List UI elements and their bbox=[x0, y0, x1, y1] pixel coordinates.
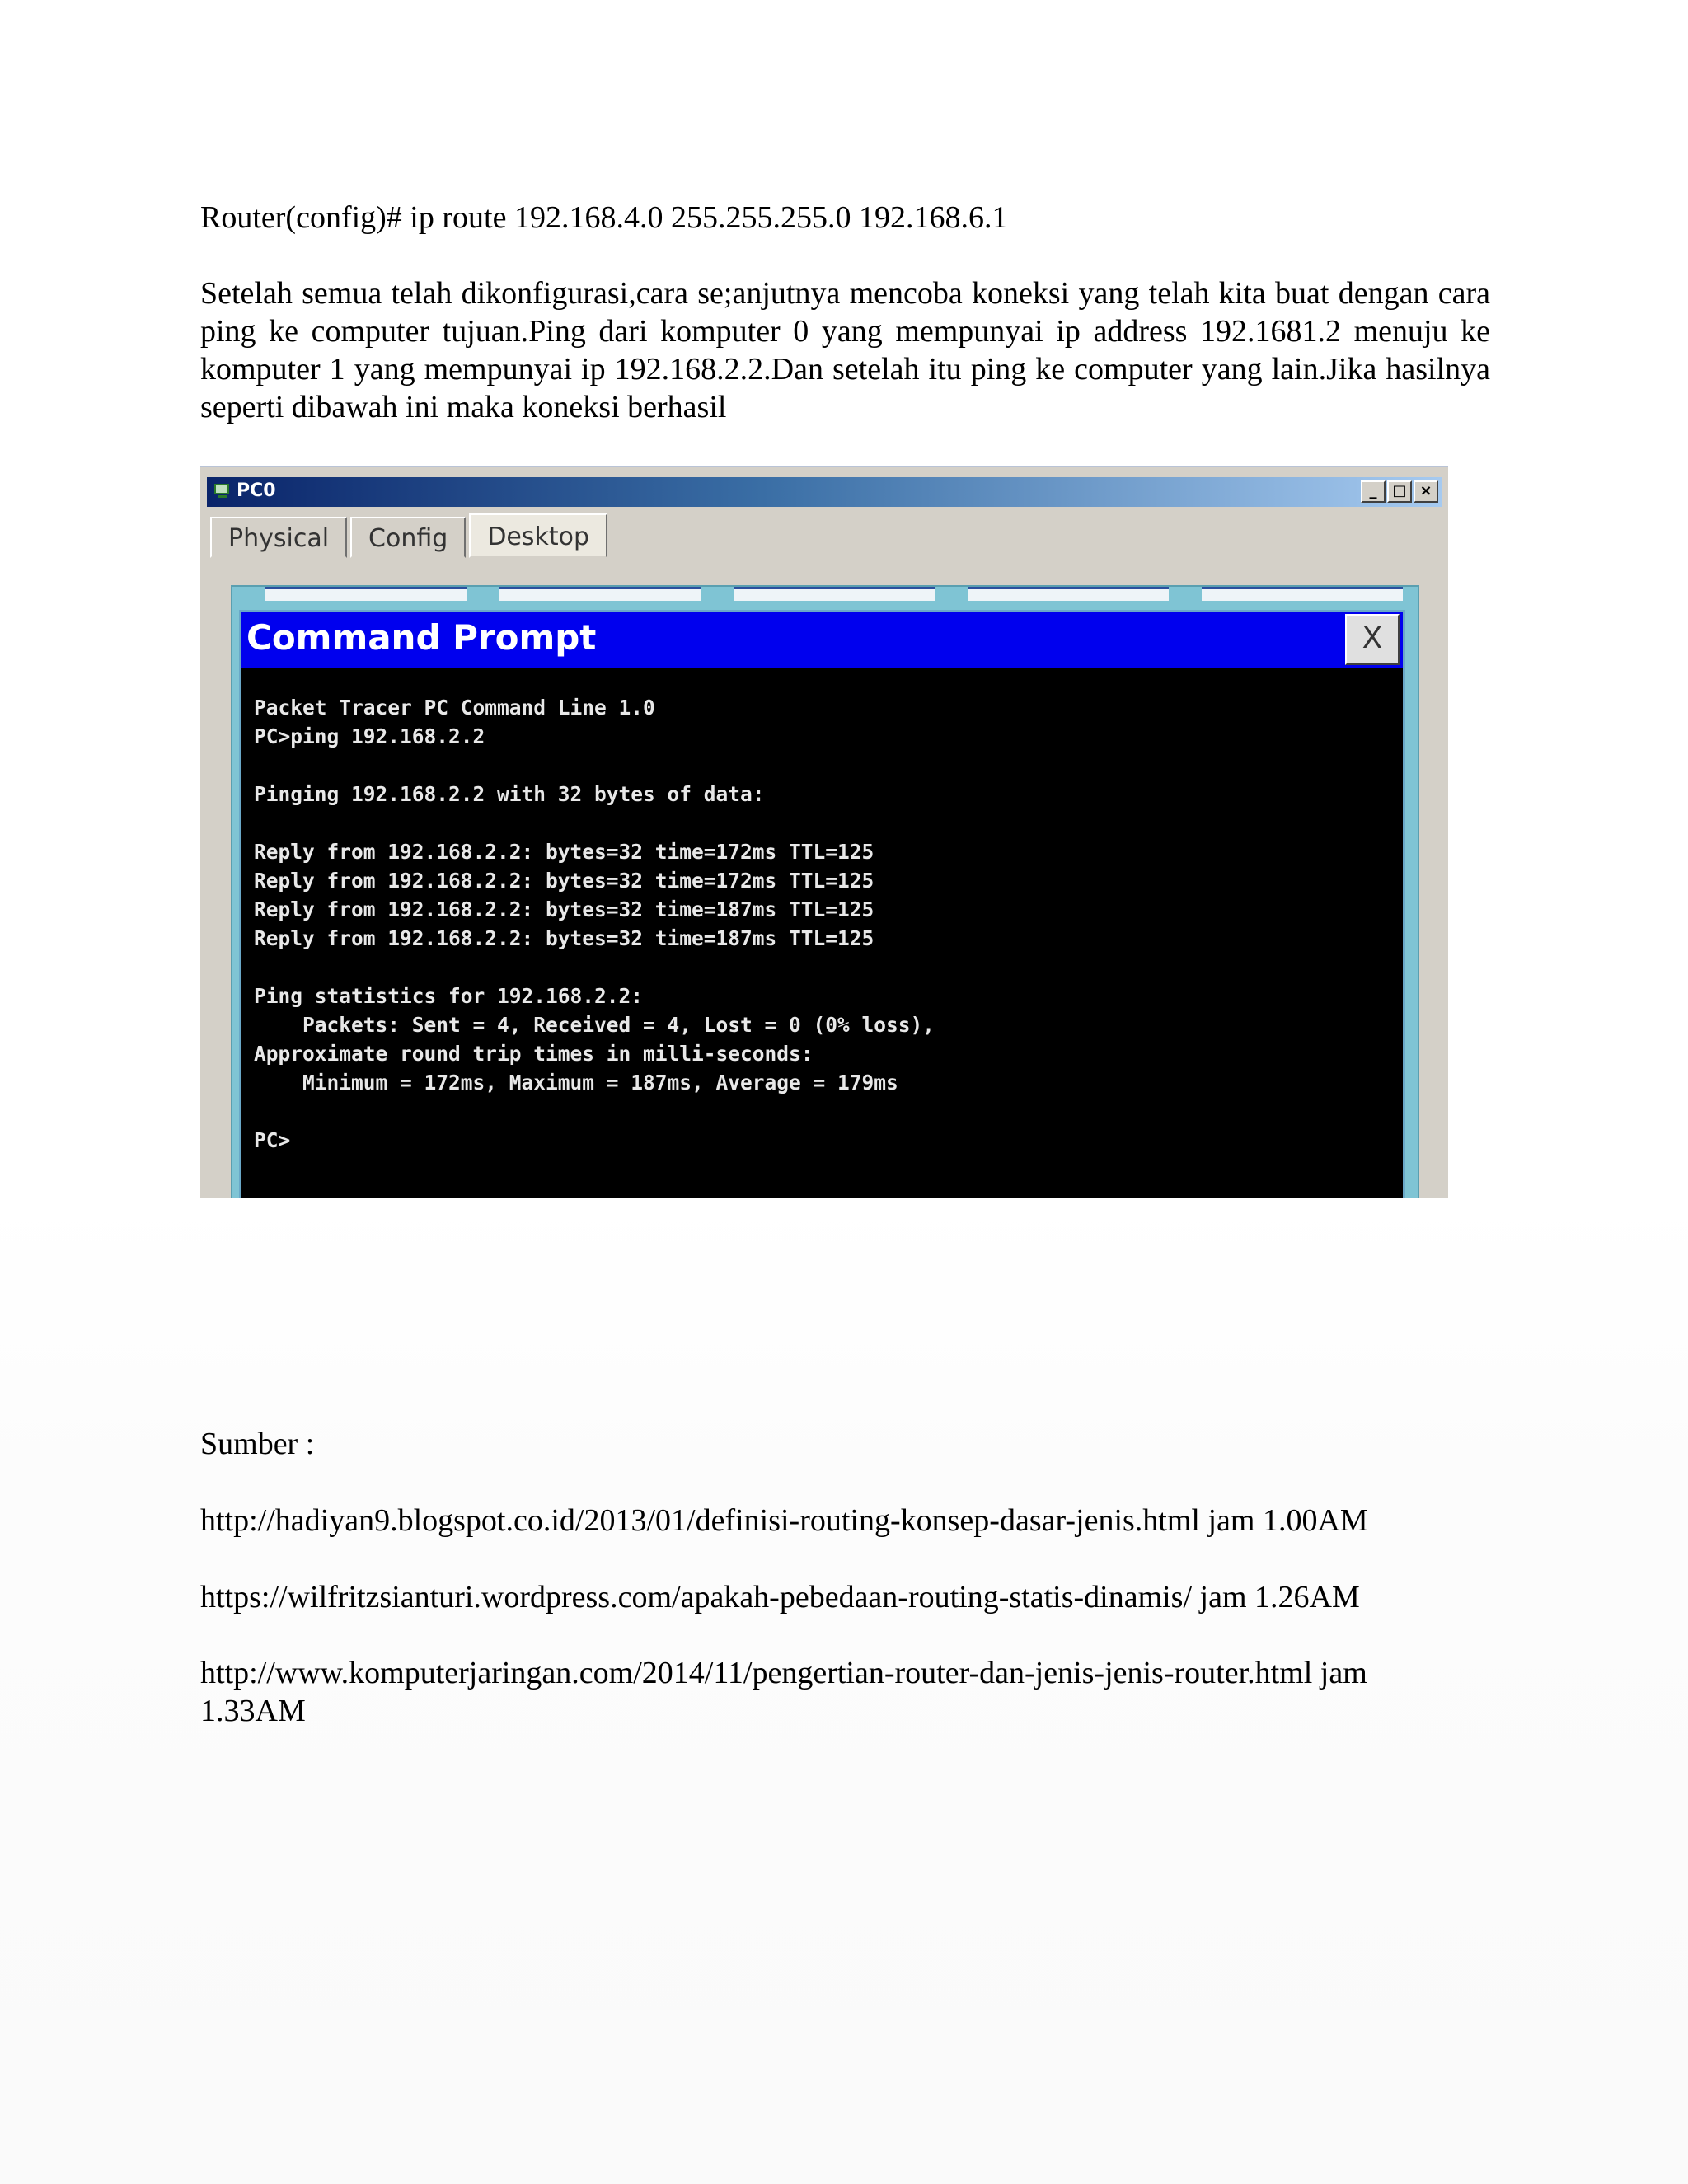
source-link-3: http://www.komputerjaringan.com/2014/11/pengertian-router-dan-jenis-jenis-router.html jam 1.33AM bbox=[200, 1656, 1367, 1728]
close-window-button[interactable]: × bbox=[1414, 480, 1438, 503]
source-link-1: http://hadiyan9.blogspot.co.id/2013/01/definisi-routing-konsep-dasar-jenis.html jam 1.00AM bbox=[200, 1503, 1368, 1538]
desktop-app-tile[interactable] bbox=[968, 587, 1169, 601]
desktop-app-tile[interactable] bbox=[265, 587, 467, 601]
command-prompt-titlebar bbox=[241, 612, 1403, 668]
desktop-app-tile[interactable] bbox=[734, 587, 935, 601]
tab-physical[interactable]: Physical bbox=[210, 517, 347, 558]
close-icon[interactable]: X bbox=[1345, 614, 1400, 665]
router-command-line: Router(config)# ip route 192.168.4.0 255.255.255.0 192.168.6.1 bbox=[200, 200, 1008, 235]
source-link-2: https://wilfritzsianturi.wordpress.com/apakah-pebedaan-routing-statis-dinamis/ jam 1.26AM bbox=[200, 1580, 1360, 1615]
desktop-app-tile[interactable] bbox=[499, 587, 701, 601]
window-titlebar bbox=[207, 477, 1442, 507]
packet-tracer-screenshot bbox=[200, 466, 1448, 1198]
sources-heading: Sumber : bbox=[200, 1427, 315, 1461]
tab-desktop[interactable]: Desktop bbox=[469, 513, 607, 558]
maximize-button[interactable]: □ bbox=[1387, 480, 1412, 503]
window-title: PC0 bbox=[237, 480, 276, 501]
terminal-output[interactable]: Packet Tracer PC Command Line 1.0 PC>ping 192.168.2.2 Pinging 192.168.2.2 with 32 bytes of data: Reply from 192.168.2.2: bytes=32 time=172ms TTL=125 Reply from 192.168.2.2: bytes=32 time=172ms TTL=125 Reply from 192.168.2.2: bytes=32 time=187ms TTL=125 Reply from 192.168.2.2: bytes=32 time=187ms TTL=125 Ping statistics for 192.168.2.2: Packets: Sent = 4, Received = 4, Lost = 0 (0% loss), Approximate round trip times in milli-seconds: Minimum = 172ms, Maximum = 187ms, Average = 179ms PC> bbox=[254, 696, 935, 1152]
command-prompt-window[interactable] bbox=[239, 610, 1405, 1198]
desktop-app-tile[interactable] bbox=[1202, 587, 1403, 601]
minimize-button[interactable]: _ bbox=[1361, 480, 1386, 503]
explanation-paragraph: Setelah semua telah dikonfigurasi,cara se;anjutnya mencoba koneksi yang telah kita buat dengan cara ping ke computer tujuan.Ping dari komputer 0 yang mempunyai ip address 192.1681.2 menuju ke komputer 1 yang mempunyai ip 192.168.2.2.Dan setelah itu ping ke computer yang lain.Jika hasilnya seperti dibawah ini maka koneksi berhasil bbox=[200, 276, 1490, 424]
tab-bar bbox=[210, 517, 611, 560]
pc-icon bbox=[213, 482, 232, 500]
command-prompt-title: Command Prompt bbox=[246, 617, 597, 658]
tab-config[interactable]: Config bbox=[350, 517, 466, 558]
window-controls bbox=[1361, 480, 1438, 503]
